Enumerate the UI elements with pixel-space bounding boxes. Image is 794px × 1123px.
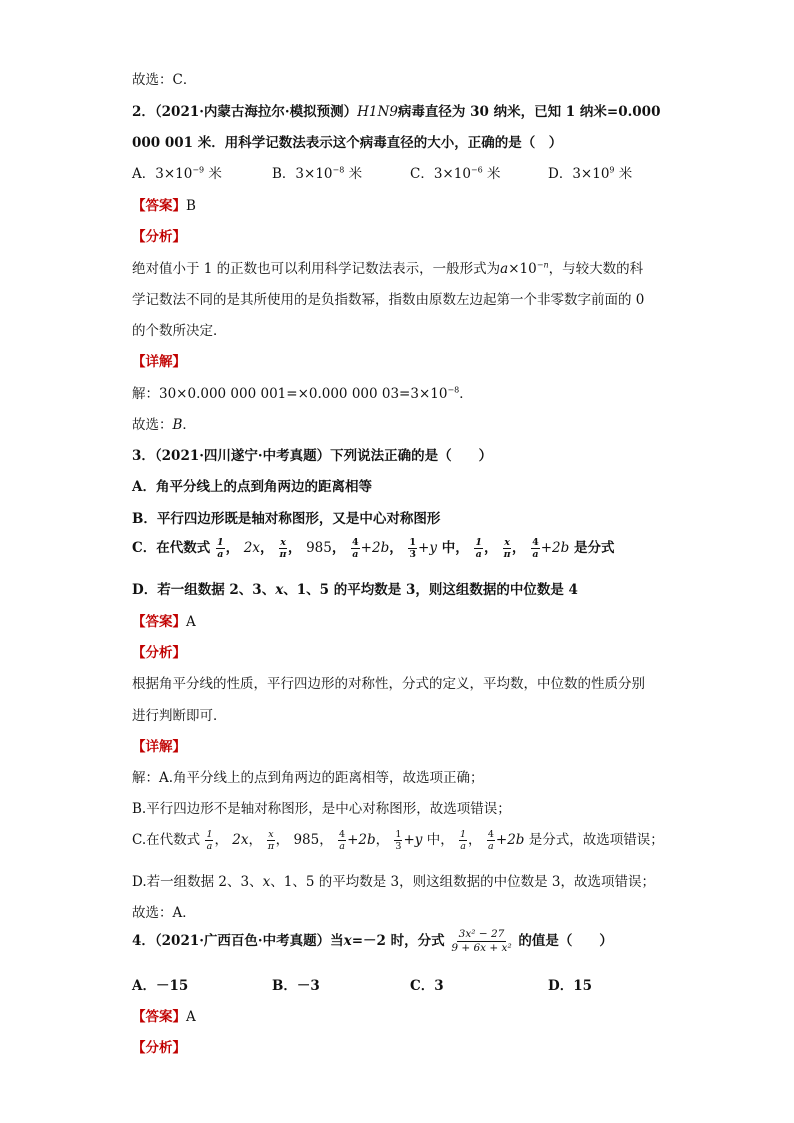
q3-detail-line3: C.在代数式 $\frac{1}{a}$ ， 2x， $\frac{x}{\pi}$ ， 985， $\frac{4}{a}$ +2b， $\frac{1}{3}$ +y 中， $\frac{1}{a}$ ， $\frac{4}{a}$ +2b 是分式，故选项错误； <box>132 829 664 852</box>
q2-detail-line1: 解：30×0.000 000 001=×0.000 000 $03=3\times 10^{-8}$． <box>132 385 473 402</box>
q3-answer: 【答案】A <box>132 614 196 630</box>
fraction-x-over-pi: $\frac{x}{\pi}$ <box>279 537 287 560</box>
q4-option-a: A．－15 <box>132 978 189 994</box>
q2-stem-line2: 000 001 米．用科学记数法表示这个病毒直径的大小，正确的是（ ） <box>132 135 563 151</box>
q4-fraction: $\frac{\text{3x² − 27}}{\text{9 + 6x + x²}}$ <box>451 928 512 954</box>
q3-detail-line1: 解：A.角平分线上的点到角两边的距离相等，故选项正确； <box>132 770 484 786</box>
q2-analysis-line2: 学记数法不同的是其所使用的是负指数幂，指数由原数左边起第一个非零数字前面的 0 <box>132 292 645 308</box>
fraction-1-over-3: $\frac{1}{3}$ <box>409 537 417 560</box>
q3-option-d: D．若一组数据 2、3、x、1、5 的平均数是 3，则这组数据的中位数是 4 <box>132 582 578 598</box>
q3-option-c: C．在代数式 $\frac{1}{a}$ ， 2x， $\frac{x}{\pi}$ ， 985， $\frac{4}{a}$ +2b， $\frac{1}{3}$ +y 中， $\frac{1}{a}$ ， $\frac{x}{\pi}$ ， $\frac{4}{a}$ +2b 是分式 <box>132 537 615 560</box>
q1-conclusion: 故选：C． <box>132 72 197 88</box>
q4-option-c: C．3 <box>410 978 444 994</box>
q2-option-b: B．$3\times 10^{-8}$ 米 <box>272 165 363 182</box>
fraction-4-over-a: $\frac{4}{a}$ <box>352 537 359 560</box>
q4-analysis-label: 【分析】 <box>132 1040 186 1056</box>
fraction-1-over-a: $\frac{1}{a}$ <box>216 537 224 560</box>
q3-stem: 3．（2021·四川遂宁·中考真题）下列说法正确的是（ ） <box>132 448 493 464</box>
q4-option-d: D．15 <box>548 978 592 994</box>
q2-detail-line2: 故选：B． <box>132 417 196 433</box>
q2-option-d: D．$3\times 10^9$ 米 <box>548 165 633 182</box>
q3-detail-label: 【详解】 <box>132 739 186 755</box>
q4-option-b: B．－3 <box>272 978 320 994</box>
q2-detail-label: 【详解】 <box>132 354 186 370</box>
q4-answer: 【答案】A <box>132 1009 196 1025</box>
q3-analysis-label: 【分析】 <box>132 645 186 661</box>
q4-stem: 4．（2021·广西百色·中考真题）当x=－2 时，分式 $\frac{\text{3x² − 27}}{\text{9 + 6x + x²}}$ 的值是（ ） <box>132 928 613 954</box>
q3-analysis-line2: 进行判断即可． <box>132 708 227 724</box>
answer-label: 【答案】 <box>132 198 186 214</box>
q3-option-a: A．角平分线上的点到角两边的距离相等 <box>132 479 372 495</box>
q2-option-a: A．$3\times 10^{-9}$ 米 <box>132 165 222 182</box>
q2-answer: 【答案】B <box>132 198 196 214</box>
q2-stem-line1: 2．（2021·内蒙古海拉尔·模拟预测）H1N9病毒直径为 30 纳米，已知 1 纳米=0.000 <box>132 104 661 120</box>
q3-detail-line2: B.平行四边形不是轴对称图形，是中心对称图形，故选项错误； <box>132 801 511 817</box>
q3-detail-line4: D.若一组数据 2、3、x、1、5 的平均数是 3，则这组数据的中位数是 3，故选项错误； <box>132 874 655 890</box>
q3-detail-line5: 故选：A． <box>132 905 196 921</box>
q2-analysis-line3: 的个数所决定． <box>132 323 227 339</box>
q2-analysis-line1: 绝对值小于 1 的正数也可以利用科学记数法表示，一般形式为$a\times 10^{-n}$，与较大数的科 <box>132 260 644 277</box>
q2-option-c: C．$3\times 10^{-6}$ 米 <box>410 165 501 182</box>
q2-analysis-label: 【分析】 <box>132 229 186 245</box>
q3-analysis-line1: 根据角平分线的性质，平行四边形的对称性，分式的定义，平均数，中位数的性质分别 <box>132 676 645 692</box>
q3-option-b: B．平行四边形既是轴对称图形，又是中心对称图形 <box>132 511 441 527</box>
